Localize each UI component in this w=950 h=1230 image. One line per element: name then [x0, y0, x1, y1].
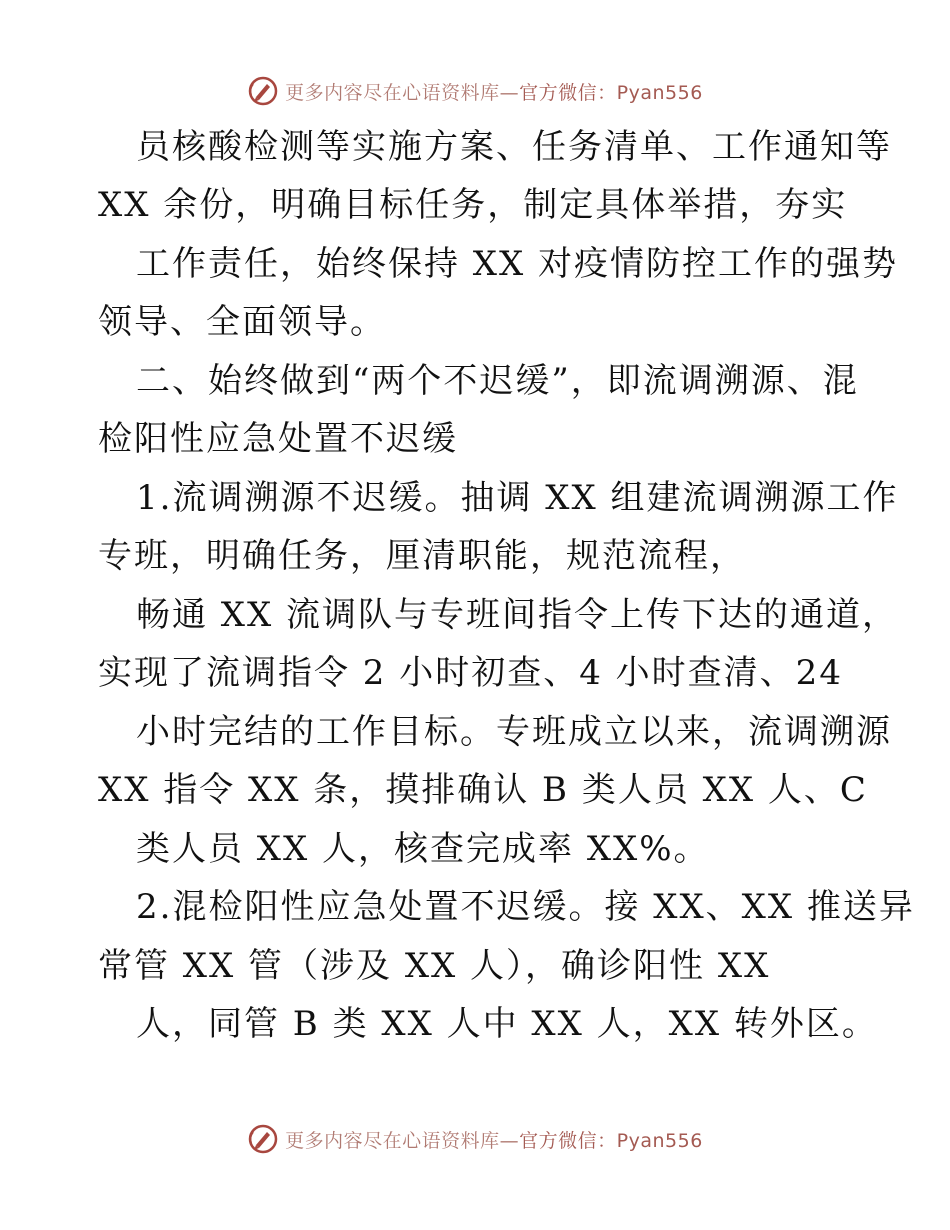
banner-site-text: 更多内容尽在心语资料库 — [285, 1129, 500, 1152]
text-line: 工作责任，始终保持 XX 对疫情防控工作的强势 — [136, 244, 899, 284]
section-heading: 检阳性应急处置不迟缓 — [98, 419, 458, 459]
text-line: 领导、全面领导。 — [98, 302, 386, 342]
section-heading: 二、始终做到“两个不迟缓”，即流调溯源、混 — [136, 361, 859, 401]
text-line: 畅通 XX 流调队与专班间指令上传下达的通道， — [136, 595, 899, 635]
text-line: 专班，明确任务，厘清职能，规范流程， — [98, 536, 746, 576]
pen-nib-logo-icon — [247, 75, 279, 107]
banner-wechat-text: 官方微信：Pyan556 — [519, 81, 703, 104]
text-line: XX 指令 XX 条，摸排确认 B 类人员 XX 人、C — [98, 770, 868, 810]
banner-site-text: 更多内容尽在心语资料库 — [285, 81, 500, 104]
banner-dash: — — [499, 81, 520, 104]
banner-dash: — — [499, 1129, 520, 1152]
text-line: 实现了流调指令 2 小时初查、4 小时查清、24 — [98, 653, 843, 693]
text-line: 人，同管 B 类 XX 人中 XX 人，XX 转外区。 — [136, 1004, 878, 1044]
text-line: 2.混检阳性应急处置不迟缓。接 XX、XX 推送异 — [136, 887, 915, 927]
text-line: 常管 XX 管（涉及 XX 人），确诊阳性 XX — [98, 946, 771, 986]
text-line: 员核酸检测等实施方案、任务清单、工作通知等 — [136, 127, 892, 167]
text-line: XX 余份，明确目标任务，制定具体举措，夯实 — [98, 185, 848, 225]
text-line: 类人员 XX 人，核查完成率 XX%。 — [136, 829, 710, 869]
banner-wechat-text: 官方微信：Pyan556 — [519, 1129, 703, 1152]
banner-text — [285, 1126, 703, 1153]
banner-text — [285, 78, 703, 105]
header-banner — [0, 74, 950, 108]
pen-nib-logo-icon — [247, 1123, 279, 1155]
footer-banner — [0, 1122, 950, 1156]
text-line: 1.流调溯源不迟缓。抽调 XX 组建流调溯源工作 — [136, 478, 899, 518]
text-line: 小时完结的工作目标。专班成立以来，流调溯源 — [136, 712, 892, 752]
